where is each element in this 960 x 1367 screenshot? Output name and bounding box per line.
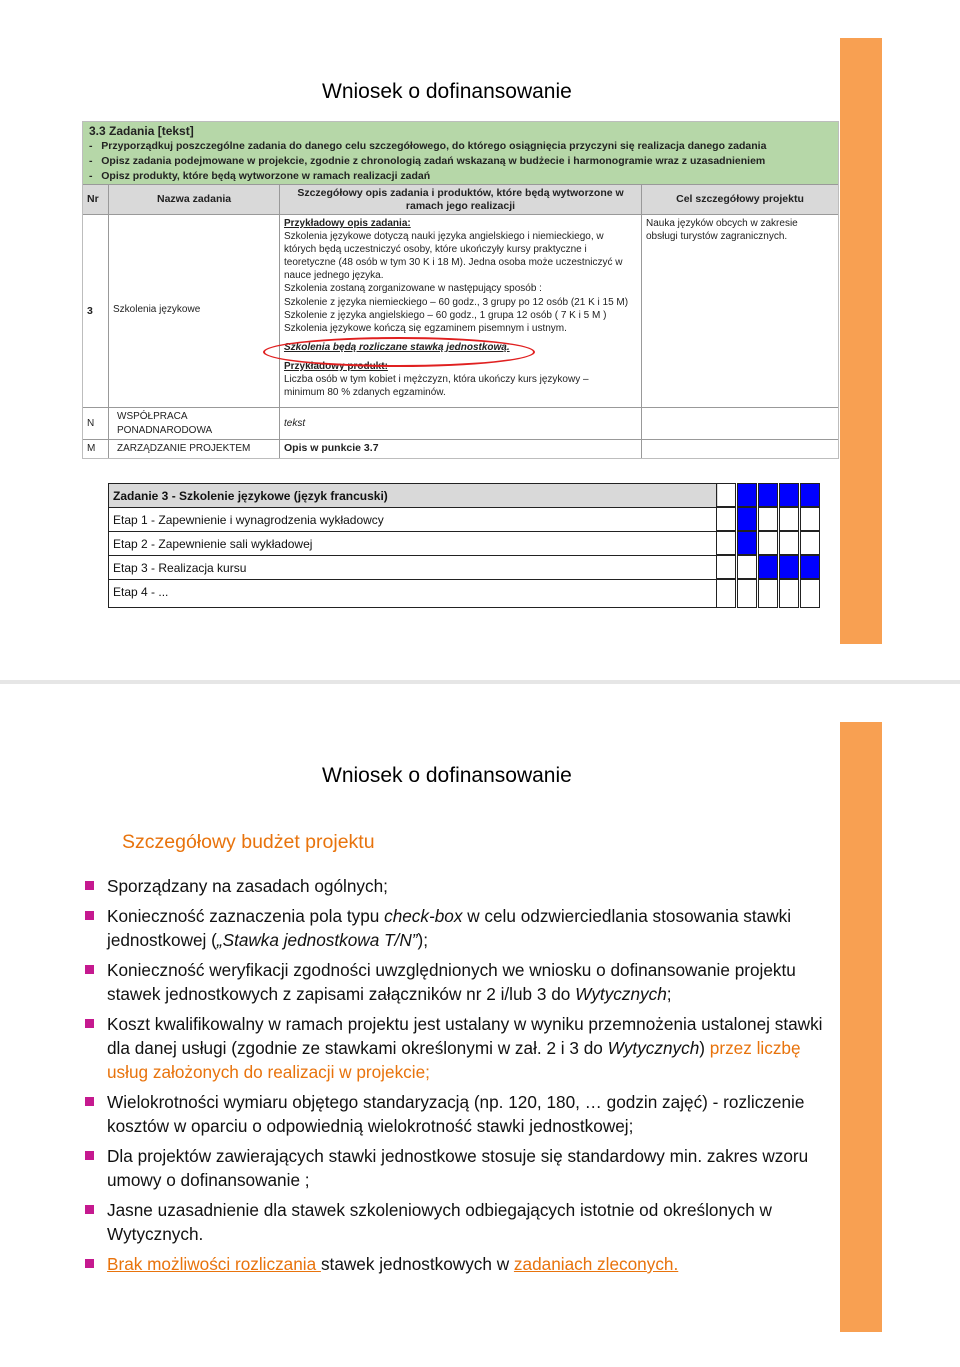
row-goal (642, 408, 838, 440)
gantt-cell (779, 483, 799, 507)
slide-1 (0, 0, 960, 680)
gantt-cell (758, 507, 778, 531)
section-header-block (83, 122, 838, 185)
col-nr-header: Nr (83, 185, 109, 215)
link-text: zadaniach zleconych. (513, 1254, 679, 1274)
desc-line: Szkolenie z języka niemieckiego – 60 godz., 3 grupy po 12 osób (21 K i 15 M) (284, 296, 629, 308)
gantt-cell (779, 507, 799, 531)
gantt-cell (800, 555, 820, 579)
product-heading: Przykładowy produkt: (284, 360, 388, 372)
gantt-cell (800, 579, 820, 608)
highlight-oval (263, 337, 535, 367)
gantt-cell (716, 579, 736, 608)
col-goal-header: Cel szczegółowy projektu (642, 185, 838, 215)
highlight-text: Szkolenia będą rozliczane stawką jednostkową. (284, 341, 510, 353)
gantt-cell (758, 555, 778, 579)
bullet-list (85, 874, 845, 1282)
instruction-item: - Opisz zadania podejmowane w projekcie, zgodnie z chronologią zadań wskazaną w budżecie i harmonogramie wraz z uzasadnieniem (89, 155, 766, 167)
gantt-cell (737, 579, 757, 608)
desc-line: Szkolenia zostaną zorganizowane w następujący sposób : (284, 283, 542, 295)
bullet-item: Dla projektów zawierających stawki jednostkowe stosuje się standardowy min. zakres wzoru umowy o dofinansowanie ; (85, 1144, 845, 1192)
desc-line: Szkolenia językowe kończą się egzaminem pisemnym i ustnym. (284, 322, 567, 334)
row-nr: M (83, 440, 109, 458)
desc-line: Szkolenia językowe dotyczą nauki języka angielskiego i niemieckiego, w (284, 231, 604, 243)
gantt-cell (716, 507, 736, 531)
row-name: WSPÓŁPRACA PONADNARODOWA (109, 408, 280, 440)
col-desc-header: Szczegółowy opis zadania i produktów, które będą wytworzone w ramach jego realizacji (280, 185, 642, 215)
product-line: minimum 80 % zdanych egzaminów. (284, 387, 446, 399)
gantt-cell (800, 483, 820, 507)
gantt-cell (779, 531, 799, 555)
gantt-cell (737, 483, 757, 507)
desc-heading: Przykładowy opis zadania: (284, 218, 411, 229)
gantt-cell (779, 555, 799, 579)
gantt-row: Zadanie 3 - Szkolenie językowe (język francuski) (108, 483, 718, 507)
bullet-item: Jasne uzasadnienie dla stawek szkoleniowych odbiegających istotnie od określonych w Wytycznych. (85, 1198, 845, 1246)
col-name-header: Nazwa zadania (109, 185, 280, 215)
gantt-cell (737, 555, 757, 579)
slide-title: Wniosek o dofinansowanie (322, 764, 572, 787)
gantt-row: Etap 4 - ... (108, 579, 718, 608)
gantt-cell (716, 531, 736, 555)
bullet-item: Brak możliwości rozliczania stawek jednostkowych w zadaniach zleconych. (85, 1252, 845, 1276)
gantt-cell (737, 507, 757, 531)
gantt-row: Etap 3 - Realizacja kursu (108, 555, 718, 579)
square-bullet-icon (85, 1259, 94, 1268)
form-screenshot (82, 121, 839, 459)
gantt-cell (716, 483, 736, 507)
section-header: 3.3 Zadania [tekst] (89, 124, 194, 138)
gantt-cell (779, 579, 799, 608)
gantt-cell (800, 531, 820, 555)
gantt-row: Etap 2 - Zapewnienie sali wykładowej (108, 531, 718, 555)
row-name: Szkolenia językowe (109, 215, 280, 408)
desc-line: nauce jednego języka. (284, 270, 384, 282)
gantt-cell (716, 555, 736, 579)
row-description: tekst (280, 408, 642, 440)
bullet-item: Konieczność zaznaczenia pola typu check-box w celu odzwierciedlania stosowania stawki jednostkowej („Stawka jednostkowa T/N”); (85, 904, 845, 952)
instruction-item: - Opisz produkty, które będą wytworzone w ramach realizacji zadań (89, 170, 431, 182)
gantt-row: Etap 1 - Zapewnienie i wynagrodzenia wykładowcy (108, 507, 718, 531)
decorative-bar (840, 38, 882, 644)
row-description (280, 215, 642, 408)
section-subtitle: Szczegółowy budżet projektu (122, 831, 375, 853)
decorative-bar (840, 722, 882, 1332)
desc-line: których będą uczestniczyć osoby, które ukończyły kursy praktyczne i (284, 244, 587, 256)
desc-line: Szkolenie z języka angielskiego – 60 godz., 1 grupa 12 osób ( 7 K i 5 M ) (284, 309, 607, 321)
gantt-cell (758, 531, 778, 555)
product-line: Liczba osób w tym kobiet i mężczyzn, która ukończy kurs językowy – (284, 374, 589, 386)
link-text: Brak możliwości rozliczania (107, 1254, 321, 1274)
square-bullet-icon (85, 911, 94, 920)
slide-title: Wniosek o dofinansowanie (322, 80, 572, 103)
bullet-item: Sporządzany na zasadach ogólnych; (85, 874, 845, 898)
square-bullet-icon (85, 1019, 94, 1028)
slide-2 (0, 684, 960, 1367)
gantt-cell (800, 507, 820, 531)
square-bullet-icon (85, 965, 94, 974)
square-bullet-icon (85, 1151, 94, 1160)
desc-line: teoretyczne (48 osób w tym 30 K i 18 M). Jedna osoba może uczestniczyć w (284, 257, 623, 269)
square-bullet-icon (85, 881, 94, 890)
gantt-cell (758, 579, 778, 608)
row-goal (642, 440, 838, 458)
square-bullet-icon (85, 1097, 94, 1106)
bullet-item: Wielokrotności wymiaru objętego standaryzacją (np. 120, 180, … godzin zajęć) - rozliczenie kosztów w oparciu o odpowiednią wielokrotność stawki jednostkowej; (85, 1090, 845, 1138)
square-bullet-icon (85, 1205, 94, 1214)
bullet-item: Koszt kwalifikowalny w ramach projektu jest ustalany w wyniku przemnożenia ustalonej stawki dla danej usługi (zgodnie ze stawkami określonymi w zał. 2 i 3 do Wytycznych) przez liczbę usług założonych do realizacji w projekcie; (85, 1012, 845, 1084)
row-nr: N (83, 408, 109, 440)
gantt-cell (737, 531, 757, 555)
row-description: Opis w punkcie 3.7 (280, 440, 642, 458)
instruction-item: - Przyporządkuj poszczególne zadania do danego celu szczegółowego, do którego osiągnięcia przyczyni się realizacja danego zadania (89, 140, 767, 152)
row-nr: 3 (83, 215, 109, 408)
gantt-schedule (108, 483, 822, 607)
row-goal: Nauka języków obcych w zakresie obsługi turystów zagranicznych. (642, 215, 838, 408)
gantt-cell (758, 483, 778, 507)
bullet-item: Konieczność weryfikacji zgodności uwzględnionych we wniosku o dofinansowanie projektu stawek jednostkowych z zapisami załączników nr 2 i/lub 3 do Wytycznych; (85, 958, 845, 1006)
row-name: ZARZĄDZANIE PROJEKTEM (109, 440, 280, 458)
